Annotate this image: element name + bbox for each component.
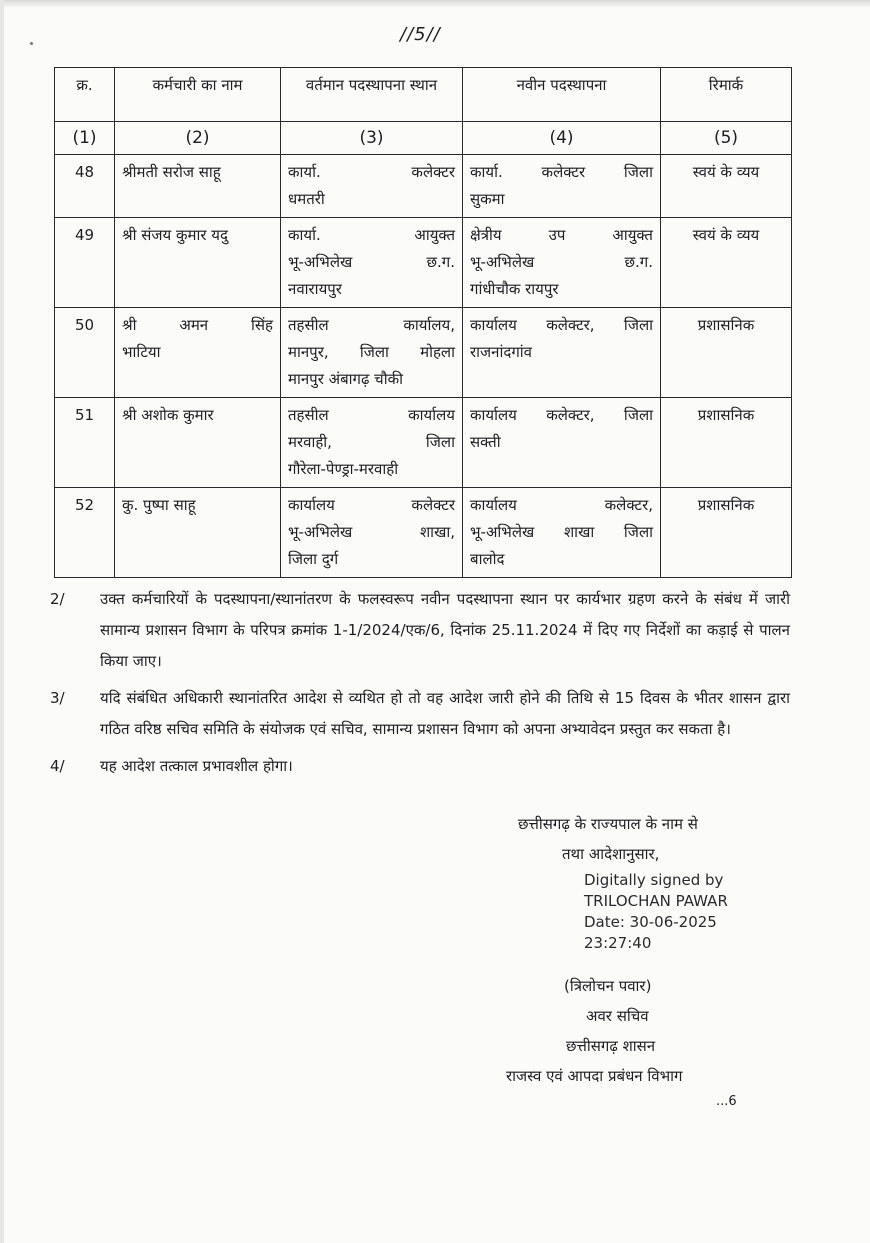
paragraph	[50, 683, 790, 745]
cell-line: सुकमा	[470, 190, 505, 208]
order-paragraphs	[50, 584, 790, 782]
signatory-government: छत्तीसगढ़ शासन	[566, 1037, 656, 1055]
cell-line: कार्या. आयुक्त	[288, 226, 455, 244]
cell-line: भू-अभिलेख शाखा,	[288, 523, 455, 541]
column-number: (4)	[463, 122, 661, 155]
authority-line: छत्तीसगढ़ के राज्यपाल के नाम से	[518, 815, 698, 833]
employee-name-cell: कु. पुष्पा साहू	[115, 488, 281, 578]
table-row	[55, 488, 792, 578]
cell-line: कार्या. कलेक्टर	[288, 163, 455, 181]
cell-line: गांधीचौक रायपुर	[470, 280, 559, 298]
column-number: (2)	[115, 122, 281, 155]
new-posting-cell	[463, 488, 661, 578]
cell-line: कार्यालय कलेक्टर, जिला	[470, 406, 653, 424]
cell-line: सक्ती	[470, 433, 501, 451]
header-remark: रिमार्क	[661, 68, 792, 122]
order-line: तथा आदेशानुसार,	[562, 845, 660, 863]
table-row	[55, 308, 792, 398]
scan-left-edge	[0, 0, 4, 1243]
header-serial: क्र.	[55, 68, 115, 122]
remark-cell: प्रशासनिक	[661, 398, 792, 488]
new-posting-cell	[463, 155, 661, 218]
header-new-posting: नवीन पदस्थापना	[463, 68, 661, 122]
employee-name-cell: श्री संजय कुमार यदु	[115, 218, 281, 308]
cell-line: कार्यालय कलेक्टर	[288, 496, 455, 514]
current-posting-cell	[281, 218, 463, 308]
table-row	[55, 398, 792, 488]
scan-top-edge	[0, 0, 870, 8]
remark-cell: प्रशासनिक	[661, 308, 792, 398]
paragraph-text: यह आदेश तत्काल प्रभावशील होगा।	[100, 757, 293, 775]
current-posting-cell	[281, 488, 463, 578]
digital-signature-line: TRILOCHAN PAWAR	[584, 892, 728, 910]
cell-line: तहसील कार्यालय,	[288, 316, 455, 334]
cell-line: भू-अभिलेख छ.ग.	[288, 253, 455, 271]
column-number: (1)	[55, 122, 115, 155]
cell-line: क्षेत्रीय उप आयुक्त	[470, 226, 653, 244]
table-header-row	[55, 68, 792, 122]
serial-cell: 48	[55, 155, 115, 218]
digital-signature-line: Date: 30-06-2025	[584, 913, 717, 931]
remark-cell: स्वयं के व्यय	[661, 218, 792, 308]
signatory-department: राजस्व एवं आपदा प्रबंधन विभाग	[506, 1067, 683, 1085]
cell-line: कार्या. कलेक्टर जिला	[470, 163, 653, 181]
paragraph-number: 4/	[50, 757, 65, 775]
new-posting-cell	[463, 398, 661, 488]
table-row	[55, 155, 792, 218]
column-number: (5)	[661, 122, 792, 155]
cell-line: बालोद	[470, 550, 505, 568]
employee-name-cell: श्रीमती सरोज साहू	[115, 155, 281, 218]
paragraph-number: 3/	[50, 689, 65, 707]
new-posting-cell	[463, 218, 661, 308]
serial-cell: 50	[55, 308, 115, 398]
scan-speck	[30, 42, 33, 45]
paragraph-text: उक्त कर्मचारियों के पदस्थापना/स्थानांतरण के फलस्वरूप नवीन पदस्थापना स्थान पर कार्यभार ग्रहण करने के संबंध में जारी सामान्य प्रशासन विभाग के परिपत्र क्रमांक 1-1/2024/एक/6, दिनांक 25.11.2024 में दिए गए निर्देशों का कड़ाई से पालन किया जाए।	[100, 590, 790, 670]
cell-line: जिला दुर्ग	[288, 550, 339, 568]
cell-line: राजनांदगांव	[470, 343, 532, 361]
table-row	[55, 218, 792, 308]
cell-line: तहसील कार्यालय	[288, 406, 455, 424]
cell-line: मानपुर अंबागढ़ चौकी	[288, 370, 403, 388]
paragraph	[50, 584, 790, 677]
signatory-name: (त्रिलोचन पवार)	[564, 977, 652, 995]
header-current-posting: वर्तमान पदस्थापना स्थान	[281, 68, 463, 122]
cell-line: नवारायपुर	[288, 280, 342, 298]
cell-line: भू-अभिलेख छ.ग.	[470, 253, 653, 271]
cell-line: कार्यालय कलेक्टर,	[470, 496, 653, 514]
new-posting-cell	[463, 308, 661, 398]
paragraph-number: 2/	[50, 590, 65, 608]
cell-line: कार्यालय कलेक्टर, जिला	[470, 316, 653, 334]
current-posting-cell	[281, 398, 463, 488]
column-number-row	[55, 122, 792, 155]
paragraph-text: यदि संबंधित अधिकारी स्थानांतरित आदेश से व्यथित हो तो वह आदेश जारी होने की तिथि से 15 दिवस के भीतर शासन द्वारा गठित वरिष्ठ सचिव समिति के संयोजक एवं सचिव, सामान्य प्रशासन विभाग को अपना अभ्यावेदन प्रस्तुत कर सकता है।	[100, 689, 790, 738]
paragraph	[50, 751, 790, 782]
cell-line: गौरेला-पेण्ड्रा-मरवाही	[288, 460, 399, 478]
employee-name-cell	[115, 308, 281, 398]
digital-signature	[584, 870, 728, 954]
cell-line: भू-अभिलेख शाखा जिला	[470, 523, 653, 541]
signatory-designation: अवर सचिव	[586, 1007, 649, 1025]
cell-line: मरवाही, जिला	[288, 433, 455, 451]
remark-cell: प्रशासनिक	[661, 488, 792, 578]
current-posting-cell	[281, 155, 463, 218]
cell-line: धमतरी	[288, 190, 325, 208]
serial-cell: 52	[55, 488, 115, 578]
current-posting-cell	[281, 308, 463, 398]
transfer-table	[54, 67, 792, 578]
digital-signature-line: 23:27:40	[584, 934, 652, 952]
employee-name-cell: श्री अशोक कुमार	[115, 398, 281, 488]
continuation-marker: ...6	[716, 1094, 737, 1109]
cell-line: मानपुर, जिला मोहला	[288, 343, 455, 361]
page-number: //5//	[400, 24, 441, 45]
cell-line: श्री अमन सिंह	[122, 316, 273, 334]
cell-line: भाटिया	[122, 343, 161, 361]
remark-cell: स्वयं के व्यय	[661, 155, 792, 218]
digital-signature-line: Digitally signed by	[584, 871, 724, 889]
serial-cell: 49	[55, 218, 115, 308]
header-employee-name: कर्मचारी का नाम	[115, 68, 281, 122]
serial-cell: 51	[55, 398, 115, 488]
column-number: (3)	[281, 122, 463, 155]
